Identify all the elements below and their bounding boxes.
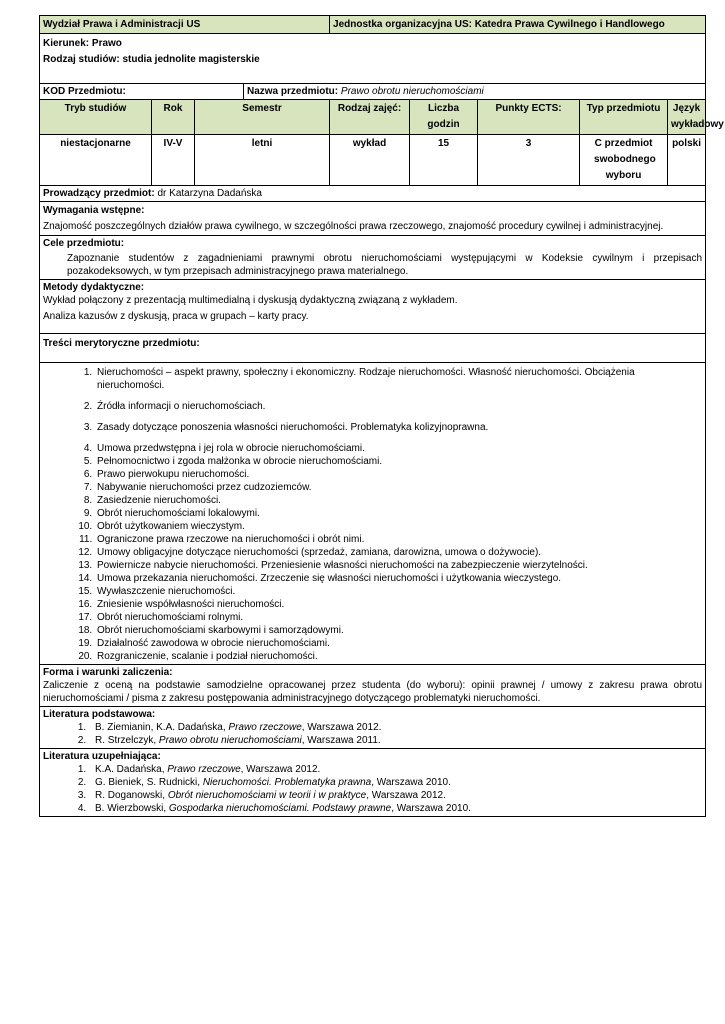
attr-value-semester: letni [195, 135, 330, 186]
faculty-name: Wydział Prawa i Administracji US [43, 19, 201, 30]
grading-label: Forma i warunki zaliczenia: [43, 667, 173, 678]
course-name-label: Nazwa przedmiotu: [247, 86, 339, 97]
attr-header-language: Język wykładowy [668, 100, 706, 135]
grading-text: Zaliczenie z oceną na podstawie samodzielne opracowanej przez studenta (do wyboru): opinii prawnej / umowy z zakresu prawa obrotu nieruchomościami / pisma z zakresu postępowania administracyjnego dotyczącego problematyki nieruchomości. [43, 680, 703, 704]
attr-header-course-type: Typ przedmiotu [580, 100, 668, 135]
attr-value-type: wykład [330, 135, 410, 186]
goals-label: Cele przedmiotu: [43, 238, 125, 249]
lit-basic-list [43, 721, 702, 747]
content-list-cell [40, 363, 706, 665]
attr-value-course-type: C przedmiot swobodnego wyboru [580, 135, 668, 186]
attr-header-ects: Punkty ECTS: [478, 100, 580, 135]
list-item: 12. Umowy obligacyjne dotyczące nieruchomości (sprzedaż, zamiana, darowizna, umowa o dożywocie). [95, 546, 702, 559]
lecturer-label: Prowadzący przedmiot: [43, 188, 155, 199]
program-direction: Kierunek: Prawo [43, 38, 122, 49]
list-item: 5. Pełnomocnictwo i zgoda małżonka w obrocie nieruchomościami. [95, 455, 702, 468]
lecturer-cell [40, 186, 706, 202]
attr-header-semester: Semestr [195, 100, 330, 135]
prereq-cell [40, 202, 706, 236]
list-item: 3. R. Doganowski, Obrót nieruchomościami w teorii i w praktyce, Warszawa 2012. [89, 789, 702, 802]
list-item: 4. Umowa przedwstępna i jej rola w obrocie nieruchomościami. [95, 442, 702, 455]
list-item: 9. Obrót nieruchomościami lokalowymi. [95, 507, 702, 520]
attr-value-ects: 3 [478, 135, 580, 186]
list-item: 16. Zniesienie współwłasności nieruchomości. [95, 598, 702, 611]
attr-value-year: IV-V [152, 135, 195, 186]
course-code-label: KOD Przedmiotu: [43, 86, 126, 97]
list-item: 20. Rozgraniczenie, scalanie i podział nieruchomości. [95, 650, 702, 663]
methods-line-1: Wykład połączony z prezentacją multimedialną i dyskusją dydaktyczną związaną z wykładem. [43, 295, 458, 306]
list-item: 1. B. Ziemianin, K.A. Dadańska, Prawo rzeczowe, Warszawa 2012. [89, 721, 702, 734]
list-item: 6. Prawo pierwokupu nieruchomości. [95, 468, 702, 481]
content-list [43, 366, 702, 663]
course-name-value: Prawo obrotu nieruchomościami [340, 86, 484, 97]
attr-header-mode: Tryb studiów [40, 100, 152, 135]
lit-basic-cell [40, 707, 706, 749]
list-item: 15. Wywłaszczenie nieruchomości. [95, 585, 702, 598]
grading-cell [40, 665, 706, 707]
list-item: 3. Zasady dotyczące ponoszenia własności nieruchomości. Problematyka kolizyjnoprawna. [95, 421, 702, 434]
lit-extra-list [43, 763, 702, 815]
program-type: Rodzaj studiów: studia jednolite magisterskie [43, 53, 260, 65]
faculty-cell [40, 16, 330, 34]
list-item: 2. Źródła informacji o nieruchomościach. [95, 400, 702, 413]
list-item: 2. R. Strzelczyk, Prawo obrotu nieruchomościami, Warszawa 2011. [89, 734, 702, 747]
lecturer-value: dr Katarzyna Dadańska [154, 188, 262, 199]
list-item: 1. Nieruchomości – aspekt prawny, społeczny i ekonomiczny. Rodzaje nieruchomości. Własność nieruchomości. Obciążenia nieruchomości. [95, 366, 702, 392]
attr-header-hours: Liczba godzin [410, 100, 478, 135]
methods-line-2: Analiza kazusów z dyskusją, praca w grupach – karty pracy. [43, 311, 309, 322]
prereq-text: Znajomość poszczególnych działów prawa cywilnego, w szczególności prawa rzeczowego, znajomość procedury cywilnej i administracyjnej. [43, 220, 664, 232]
list-item: 2. G. Bieniek, S. Rudnicki, Nieruchomości. Problematyka prawna, Warszawa 2010. [89, 776, 702, 789]
list-item: 17. Obrót nieruchomościami rolnymi. [95, 611, 702, 624]
list-item: 13. Powiernicze nabycie nieruchomości. Przeniesienie własności nieruchomości na zabezpieczenie wierzytelności. [95, 559, 702, 572]
attr-value-mode: niestacjonarne [40, 135, 152, 186]
goals-text: Zapoznanie studentów z zagadnieniami prawnymi obrotu nieruchomościami występującymi w Kodeksie cywilnym i przepisach pozakodeksowych, w tym przepisach administracyjnego prawa materialnego. [67, 253, 703, 277]
list-item: 1. K.A. Dadańska, Prawo rzeczowe, Warszawa 2012. [89, 763, 702, 776]
list-item: 10. Obrót użytkowaniem wieczystym. [95, 520, 702, 533]
prereq-label: Wymagania wstępne: [43, 205, 145, 216]
attr-value-language: polski [668, 135, 706, 186]
methods-label: Metody dydaktyczne: [43, 282, 145, 293]
content-label-cell [40, 334, 706, 363]
content-label: Treści merytoryczne przedmiotu: [43, 338, 200, 349]
list-item: 14. Umowa przekazania nieruchomości. Zrzeczenie się własności nieruchomości i użytkowania wieczystego. [95, 572, 702, 585]
syllabus-sheet [39, 15, 724, 817]
lit-basic-label: Literatura podstawowa: [43, 709, 156, 720]
course-name-cell [244, 84, 706, 100]
attr-header-type: Rodzaj zajęć: [330, 100, 410, 135]
syllabus-table [39, 15, 724, 817]
program-cell [40, 34, 706, 84]
course-code-cell [40, 84, 244, 100]
attr-value-hours: 15 [410, 135, 478, 186]
methods-cell [40, 280, 706, 334]
unit-cell [330, 16, 706, 34]
list-item: 19. Działalność zawodowa w obrocie nieruchomościami. [95, 637, 702, 650]
list-item: 7. Nabywanie nieruchomości przez cudzoziemców. [95, 481, 702, 494]
lit-extra-cell [40, 749, 706, 817]
lit-extra-label: Literatura uzupełniająca: [43, 751, 161, 762]
list-item: 8. Zasiedzenie nieruchomości. [95, 494, 702, 507]
goals-cell [40, 236, 706, 280]
list-item: 18. Obrót nieruchomościami skarbowymi i samorządowymi. [95, 624, 702, 637]
attr-header-year: Rok [152, 100, 195, 135]
list-item: 4. B. Wierzbowski, Gospodarka nieruchomościami. Podstawy prawne, Warszawa 2010. [89, 802, 702, 815]
list-item: 11. Ograniczone prawa rzeczowe na nieruchomości i obrót nimi. [95, 533, 702, 546]
unit-name: Jednostka organizacyjna US: Katedra Prawa Cywilnego i Handlowego [333, 19, 665, 30]
